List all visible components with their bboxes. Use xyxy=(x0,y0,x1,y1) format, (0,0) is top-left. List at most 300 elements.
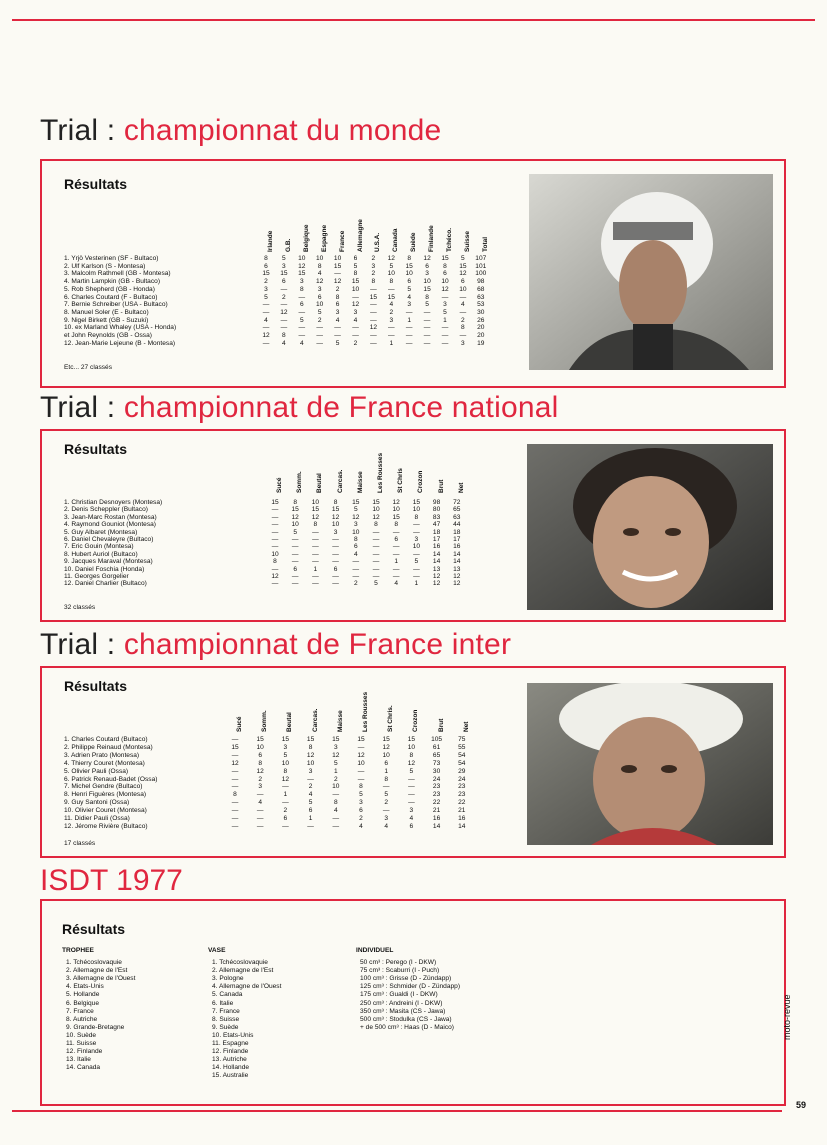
score-cell: — xyxy=(332,550,339,558)
score-cell: 10 xyxy=(412,543,421,551)
score-cell: — xyxy=(231,783,239,791)
score-cell: — xyxy=(291,536,299,543)
score-cell: 12 xyxy=(392,499,400,506)
score-cell: — xyxy=(271,565,279,573)
score-cell: — xyxy=(256,807,264,815)
column-header: Suède xyxy=(410,232,418,252)
score-cell: 14 xyxy=(453,558,461,566)
score-cell: 15 xyxy=(271,499,279,506)
isdt-vase-item: 7. France xyxy=(212,1007,240,1015)
column-header: Net xyxy=(457,482,465,493)
score-cell: — xyxy=(332,536,339,543)
score-cell: — xyxy=(388,285,395,293)
isdt-trophee-item: 8. Autriche xyxy=(66,1015,98,1023)
column-header: G.B. xyxy=(284,238,292,252)
score-cell: — xyxy=(332,815,340,822)
score-cell: 2 xyxy=(359,815,363,822)
score-cell: 5 xyxy=(317,308,322,316)
score-cell: 3 xyxy=(384,815,389,822)
score-cell: 5 xyxy=(299,316,304,324)
score-cell: 15 xyxy=(372,499,380,506)
isdt-vase-item: 12. Finlande xyxy=(212,1048,249,1056)
rider-name: 4. Martin Lampkin (GB - Bultaco) xyxy=(64,278,161,286)
score-cell: 6 xyxy=(384,759,389,767)
column-header: St Chris. xyxy=(387,705,395,732)
rider-name: 8. Manuel Soler (E - Bultaco) xyxy=(64,308,149,316)
score-cell: — xyxy=(316,339,323,347)
score-cell: 75 xyxy=(458,736,466,743)
score-cell: — xyxy=(441,332,449,339)
score-cell: 12 xyxy=(369,324,378,332)
column-header: Espagne xyxy=(320,224,328,252)
score-cell: 5 xyxy=(409,767,414,775)
score-cell: 30 xyxy=(432,767,441,775)
score-cell: 54 xyxy=(458,759,466,767)
score-cell: 16 xyxy=(432,815,441,822)
rider-name: 2. Ulf Karlson (S - Montesa) xyxy=(64,262,146,270)
score-cell: — xyxy=(392,528,400,536)
score-cell: 3 xyxy=(414,536,419,543)
score-cell: 21 xyxy=(432,807,441,815)
score-cell: 15 xyxy=(392,513,400,521)
score-cell: 5 xyxy=(335,339,340,347)
score-cell: — xyxy=(370,316,377,324)
score-cell: 10 xyxy=(392,506,400,514)
rider-name: 9. Nigel Birkett (GB - Suzuki) xyxy=(64,316,149,324)
isdt-individuel-item: 50 cm³ : Perego (I - DKW) xyxy=(360,959,437,967)
score-cell: 44 xyxy=(453,521,461,529)
score-cell: 15 xyxy=(369,293,378,301)
isdt-trophee-item: 5. Hollande xyxy=(66,991,100,999)
rider-name: 12. Jérome Rivière (Bultaco) xyxy=(64,822,148,830)
score-cell: 23 xyxy=(432,791,441,799)
score-cell: — xyxy=(298,308,306,316)
score-cell: 4 xyxy=(353,316,358,324)
score-cell: — xyxy=(392,573,400,580)
column-header: Beutal xyxy=(316,473,324,493)
score-cell: 15 xyxy=(351,278,360,286)
score-cell: 3 xyxy=(371,262,376,270)
score-cell: — xyxy=(372,543,380,551)
score-cell: 5 xyxy=(461,255,465,262)
score-cell: 101 xyxy=(475,262,487,270)
rider-name: 6. Patrick Renaud-Badet (Ossa) xyxy=(64,775,158,783)
score-cell: 10 xyxy=(316,301,324,309)
score-cell: — xyxy=(423,324,431,332)
score-cell: 3 xyxy=(359,799,363,807)
score-cell: 10 xyxy=(405,270,413,278)
score-cell: 4 xyxy=(299,339,304,347)
score-cell: 2 xyxy=(353,339,358,347)
score-cell: 6 xyxy=(293,565,298,573)
score-cell: 4 xyxy=(384,822,389,830)
score-cell: 8 xyxy=(409,751,414,759)
score-cell: 2 xyxy=(333,775,338,783)
score-cell: 8 xyxy=(371,278,376,286)
column-header: Sucé xyxy=(236,716,243,732)
classified-count: 17 classés xyxy=(64,840,96,847)
score-cell: 98 xyxy=(477,278,485,286)
column-header: Tchéco. xyxy=(446,227,453,252)
score-cell: 6 xyxy=(335,301,340,309)
score-cell: — xyxy=(388,332,395,339)
rider-name: 10. ex Marland Whaley (USA - Honda) xyxy=(64,324,177,332)
score-cell: 68 xyxy=(477,285,485,293)
rider-name: 3. Jean-Marc Rostan (Montesa) xyxy=(64,513,157,521)
score-cell: 4 xyxy=(282,339,286,347)
score-cell: — xyxy=(334,270,341,278)
score-cell: — xyxy=(231,807,239,815)
score-cell: 15 xyxy=(382,736,390,743)
score-cell: 3 xyxy=(299,278,304,286)
score-cell: — xyxy=(312,580,319,588)
individuel-heading: INDIVIDUEL xyxy=(356,947,394,954)
classified-count: 32 classés xyxy=(64,604,96,611)
score-cell: 12 xyxy=(316,278,324,286)
column-header: Suisse xyxy=(463,231,471,252)
score-cell: 26 xyxy=(477,316,485,324)
score-cell: 6 xyxy=(394,536,399,543)
results-heading: Résultats xyxy=(64,441,128,457)
score-cell: 12 xyxy=(382,743,390,751)
score-cell: — xyxy=(312,543,319,551)
score-cell: — xyxy=(392,565,400,573)
score-cell: 15 xyxy=(407,736,416,743)
isdt-title: ISDT 1977 xyxy=(40,864,183,897)
score-cell: 10 xyxy=(459,285,467,293)
score-cell: 30 xyxy=(477,308,485,316)
score-cell: 72 xyxy=(453,499,461,506)
score-cell: — xyxy=(372,528,380,536)
rider-name: 8. Henri Figuères (Montesa) xyxy=(64,791,147,799)
score-cell: 53 xyxy=(477,301,485,309)
score-cell: 54 xyxy=(458,751,466,759)
score-cell: 6 xyxy=(409,822,414,830)
rider-name: 3. Malcolm Rathmell (GB - Montesa) xyxy=(64,270,171,278)
score-cell: 5 xyxy=(333,759,338,767)
score-cell: — xyxy=(370,339,377,347)
score-cell: 8 xyxy=(461,324,465,332)
score-cell: 4 xyxy=(461,301,465,309)
score-cell: 3 xyxy=(308,767,313,775)
score-cell: — xyxy=(231,751,239,759)
rider-name: 12. Daniel Charlier (Bultaco) xyxy=(64,580,147,588)
score-cell: — xyxy=(291,558,299,566)
column-header: Allemagne xyxy=(356,219,364,252)
score-cell: 3 xyxy=(258,783,263,791)
page-number: 59 xyxy=(796,1100,807,1110)
score-cell: 10 xyxy=(412,506,421,514)
score-cell: — xyxy=(405,324,413,332)
score-cell: 12 xyxy=(271,573,279,580)
score-cell: 12 xyxy=(256,767,264,775)
results-heading: Résultats xyxy=(62,921,126,937)
score-cell: — xyxy=(382,783,390,791)
score-cell: 29 xyxy=(458,767,466,775)
score-cell: — xyxy=(352,324,359,332)
isdt-individuel-item: 100 cm³ : Grisse (D - Zündapp) xyxy=(360,975,452,983)
score-cell: — xyxy=(423,308,431,316)
column-header: Somm. xyxy=(261,710,269,732)
score-cell: 8 xyxy=(394,521,399,529)
isdt-individuel-item: 125 cm³ : Schmider (D - Zündapp) xyxy=(360,983,461,991)
isdt-individuel-item: 350 cm³ : Masita (CS - Jawa) xyxy=(360,1007,446,1015)
score-cell: — xyxy=(405,308,413,316)
score-cell: — xyxy=(413,565,420,573)
score-cell: 12 xyxy=(453,573,461,580)
score-cell: 23 xyxy=(432,783,441,791)
score-cell: 4 xyxy=(409,815,414,822)
score-cell: 12 xyxy=(262,332,270,339)
score-cell: 8 xyxy=(384,775,389,783)
score-cell: 15 xyxy=(256,736,264,743)
results-box-monde xyxy=(40,159,786,388)
isdt-trophee-item: 11. Suisse xyxy=(66,1040,97,1048)
score-cell: — xyxy=(372,573,380,580)
score-cell: 100 xyxy=(475,270,487,278)
column-header: Belgique xyxy=(302,224,310,252)
rider-name: 2. Philippe Reinaud (Montesa) xyxy=(64,743,153,751)
score-cell: 10 xyxy=(352,528,360,536)
score-cell: — xyxy=(231,822,239,830)
column-header: Somm. xyxy=(296,471,304,493)
score-cell: — xyxy=(280,324,288,332)
score-cell: 12 xyxy=(291,513,299,521)
rider-name: 12. Jean-Marie Lejeune (B - Montesa) xyxy=(64,339,176,347)
score-cell: — xyxy=(392,543,400,551)
column-header: France xyxy=(338,230,346,252)
score-cell: — xyxy=(271,521,279,529)
score-cell: 6 xyxy=(282,278,286,286)
score-cell: 12 xyxy=(357,751,365,759)
score-cell: 10 xyxy=(291,521,299,529)
score-cell: — xyxy=(298,293,306,301)
score-cell: 3 xyxy=(283,743,288,751)
score-cell: — xyxy=(282,783,289,791)
score-cell: 1 xyxy=(384,767,389,775)
score-cell: — xyxy=(282,822,289,830)
results-box-isdt xyxy=(40,899,786,1106)
score-cell: — xyxy=(413,521,420,529)
isdt-individuel-item: 500 cm³ : Stodulka (CS - Jawa) xyxy=(360,1015,452,1023)
isdt-trophee-item: 2. Allemagne de l'Est xyxy=(66,967,128,975)
score-cell: 14 xyxy=(432,558,441,566)
score-cell: — xyxy=(298,324,306,332)
score-cell: 5 xyxy=(407,285,412,293)
section-title-national: Trial : championnat de France national xyxy=(40,391,559,424)
score-cell: 5 xyxy=(264,293,268,301)
score-cell: 1 xyxy=(414,580,419,588)
score-cell: 8 xyxy=(293,499,298,506)
score-cell: 1 xyxy=(283,791,288,799)
column-header: Brut xyxy=(437,479,445,493)
score-cell: 12 xyxy=(387,255,395,262)
column-header: Net xyxy=(462,721,470,732)
rider-name: 3. Adrien Prato (Montesa) xyxy=(64,751,140,759)
score-cell: 15 xyxy=(281,736,290,743)
score-cell: — xyxy=(441,324,449,332)
score-cell: — xyxy=(334,332,341,339)
column-header: Finlande xyxy=(428,225,436,252)
score-cell: — xyxy=(332,558,339,566)
score-cell: — xyxy=(413,550,420,558)
score-cell: 18 xyxy=(453,528,461,536)
isdt-individuel-item: 75 cm³ : Scaburri (I - Puch) xyxy=(360,967,440,975)
score-cell: 3 xyxy=(443,301,447,309)
score-cell: 55 xyxy=(458,743,466,751)
score-cell: 5 xyxy=(282,255,286,262)
score-cell: — xyxy=(332,822,340,830)
score-cell: 4 xyxy=(333,807,338,815)
score-cell: — xyxy=(459,293,467,301)
score-cell: — xyxy=(307,822,314,830)
isdt-trophee-item: 9. Grande-Bretagne xyxy=(66,1023,125,1031)
isdt-trophee-item: 13. Italie xyxy=(66,1056,91,1064)
score-cell: — xyxy=(372,536,380,543)
isdt-individuel-item: 250 cm³ : Andreini (I - DKW) xyxy=(360,999,443,1007)
score-cell: — xyxy=(271,513,279,521)
score-cell: — xyxy=(413,573,420,580)
score-cell: — xyxy=(352,565,360,573)
column-header: U.S.A. xyxy=(374,232,382,252)
score-cell: 2 xyxy=(258,775,263,783)
score-cell: 5 xyxy=(414,558,419,566)
score-cell: 6 xyxy=(425,262,429,270)
score-cell: 3 xyxy=(282,262,286,270)
score-cell: 1 xyxy=(389,339,394,347)
score-cell: 3 xyxy=(333,743,338,751)
top-rule xyxy=(12,19,815,21)
score-cell: 15 xyxy=(332,736,340,743)
rider-name: 11. Didier Pauli (Ossa) xyxy=(64,815,130,822)
score-cell: 2 xyxy=(371,255,376,262)
score-cell: 6 xyxy=(258,751,263,759)
score-cell: 8 xyxy=(335,293,340,301)
score-cell: 2 xyxy=(389,308,394,316)
score-cell: — xyxy=(271,506,279,514)
score-cell: — xyxy=(271,536,279,543)
score-cell: — xyxy=(441,293,449,301)
score-cell: 14 xyxy=(432,550,441,558)
score-cell: 10 xyxy=(311,499,320,506)
rider-photo xyxy=(529,174,773,370)
score-cell: 12 xyxy=(423,255,431,262)
column-header: Sucé xyxy=(276,477,283,493)
isdt-vase-item: 10. Etats-Unis xyxy=(212,1031,254,1039)
score-cell: 83 xyxy=(432,513,441,521)
score-cell: — xyxy=(357,743,365,751)
score-cell: — xyxy=(291,543,299,551)
score-cell: 10 xyxy=(281,759,290,767)
score-cell: 4 xyxy=(353,550,358,558)
score-cell: 18 xyxy=(432,528,441,536)
isdt-trophee-item: 10. Suède xyxy=(66,1031,97,1039)
score-cell: 6 xyxy=(333,565,338,573)
score-cell: 3 xyxy=(407,301,412,309)
score-cell: 10 xyxy=(316,255,324,262)
column-header: Les Rousses xyxy=(377,452,384,493)
score-cell: 16 xyxy=(453,543,461,551)
score-cell: 6 xyxy=(308,807,313,815)
score-cell: 8 xyxy=(313,521,318,529)
score-cell: 19 xyxy=(477,339,485,347)
column-header: Canada xyxy=(392,228,400,252)
score-cell: 8 xyxy=(264,255,268,262)
score-cell: 15 xyxy=(291,506,299,514)
score-cell: — xyxy=(370,301,377,309)
score-cell: — xyxy=(262,339,270,347)
score-cell: 16 xyxy=(458,815,466,822)
score-cell: 8 xyxy=(414,513,419,521)
score-cell: 63 xyxy=(477,293,485,301)
score-cell: 8 xyxy=(359,783,363,791)
score-cell: — xyxy=(372,558,380,566)
rider-name: 4. Raymond Gouniot (Montesa) xyxy=(64,521,156,529)
rider-name: 6. Charles Coutard (F - Bultaco) xyxy=(64,293,158,301)
score-cell: 6 xyxy=(407,278,412,286)
score-cell: 10 xyxy=(441,278,449,286)
rider-name: 8. Hubert Auriol (Bultaco) xyxy=(64,550,138,558)
score-cell: 6 xyxy=(317,293,322,301)
score-cell: — xyxy=(312,536,319,543)
score-cell: — xyxy=(262,324,270,332)
score-cell: 5 xyxy=(353,262,358,270)
rider-name: 5. Guy Albaret (Montesa) xyxy=(64,528,138,536)
score-cell: 10 xyxy=(382,751,390,759)
score-cell: 15 xyxy=(459,262,467,270)
score-cell: — xyxy=(271,543,279,551)
score-cell: 2 xyxy=(335,285,340,293)
score-cell: 8 xyxy=(317,262,322,270)
score-cell: 15 xyxy=(311,506,320,514)
score-cell: — xyxy=(352,332,359,339)
score-cell: 5 xyxy=(425,301,429,309)
column-header: Irlande xyxy=(267,230,274,252)
isdt-trophee-item: 1. Tchécoslovaquie xyxy=(66,959,122,967)
score-cell: 73 xyxy=(432,759,441,767)
score-cell: 4 xyxy=(359,822,363,830)
score-cell: 8 xyxy=(353,270,358,278)
results-heading: Résultats xyxy=(64,176,128,192)
score-cell: 22 xyxy=(458,799,466,807)
score-cell: 20 xyxy=(477,332,485,339)
score-cell: 4 xyxy=(394,580,399,588)
score-cell: — xyxy=(280,285,288,293)
score-cell: — xyxy=(280,316,288,324)
column-header: Carcas. xyxy=(336,469,344,493)
score-cell: 10 xyxy=(357,759,365,767)
score-cell: 12 xyxy=(332,751,340,759)
results-heading: Résultats xyxy=(64,678,128,694)
classified-count: Etc... 27 classés xyxy=(64,364,113,371)
score-cell: 3 xyxy=(264,285,268,293)
score-cell: 8 xyxy=(273,558,277,566)
score-cell: 4 xyxy=(264,316,268,324)
score-cell: 5 xyxy=(384,791,389,799)
score-cell: — xyxy=(312,528,319,536)
score-cell: — xyxy=(388,324,395,332)
results-box-national xyxy=(40,429,786,622)
score-cell: 4 xyxy=(389,301,394,309)
score-cell: 8 xyxy=(353,536,358,543)
score-cell: — xyxy=(312,550,319,558)
score-cell: — xyxy=(408,783,415,791)
score-cell: 8 xyxy=(258,759,263,767)
score-cell: 15 xyxy=(333,262,342,270)
isdt-vase-item: 13. Autriche xyxy=(212,1056,247,1064)
score-cell: — xyxy=(262,301,270,309)
score-cell: 6 xyxy=(283,815,288,822)
